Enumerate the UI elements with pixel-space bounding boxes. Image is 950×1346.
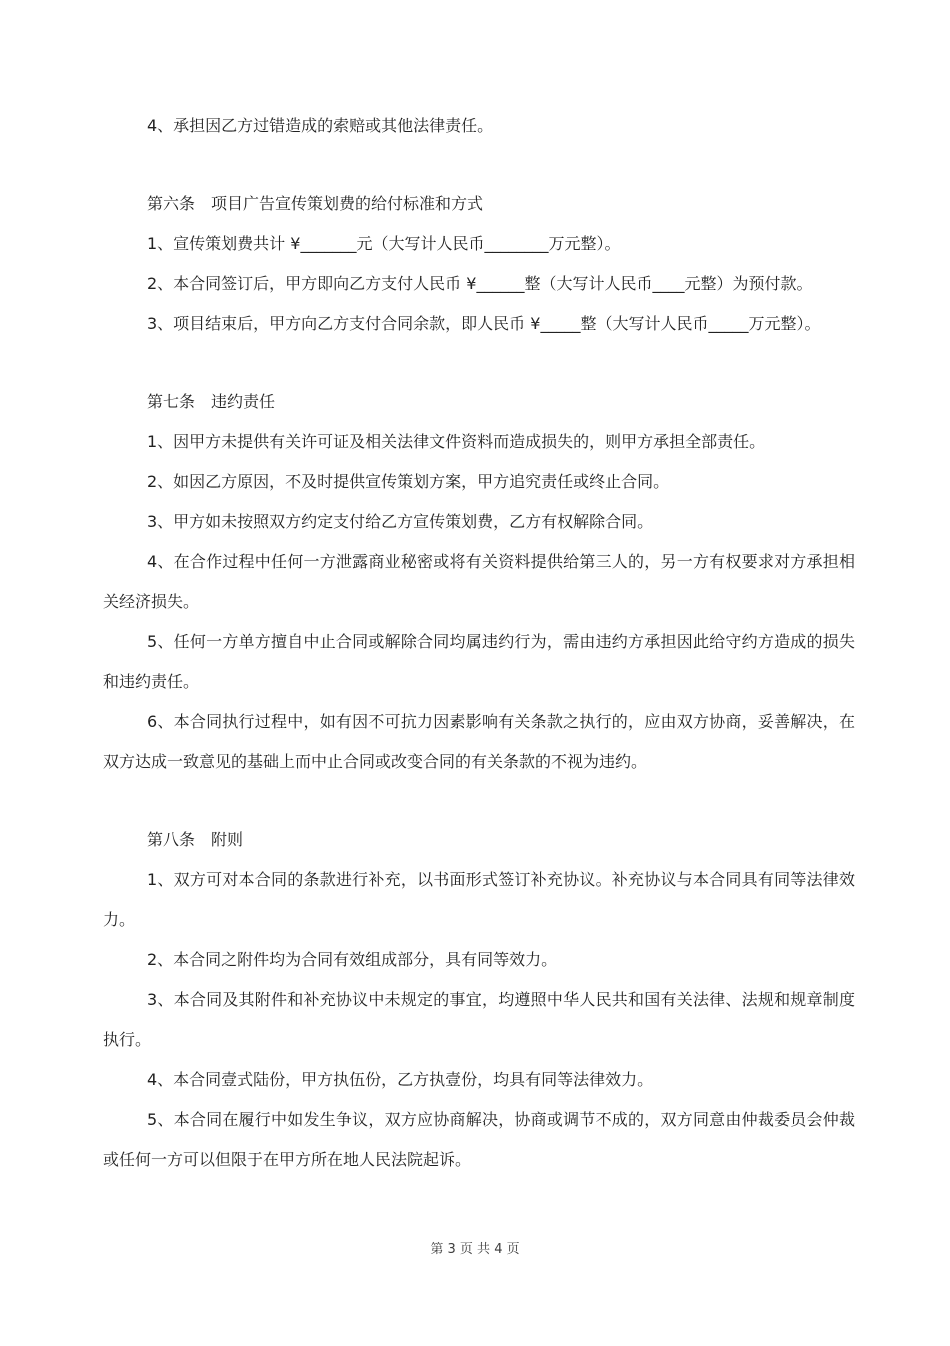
article-8-item-4: 4、本合同壹式陆份，甲方执伍份，乙方执壹份，均具有同等法律效力。 [147,1070,654,1089]
article-8-item-1: 1、双方可对本合同的条款进行补充，以书面形式签订补充协议。补充协议与本合同具有同等法律效力。 [103,870,855,929]
article-8-item-3: 3、本合同及其附件和补充协议中未规定的事宜，均遵照中华人民共和国有关法律、法规和规章制度执行。 [103,990,855,1049]
page-number-footer: 第 3 页 共 4 页 [430,1242,520,1257]
article-7-item-2: 2、如因乙方原因，不及时提供宣传策划方案，甲方追究责任或终止合同。 [147,472,670,491]
prev-article-item-4: 4、承担因乙方过错造成的索赔或其他法律责任。 [147,116,494,135]
article-8-heading: 第八条 附则 [147,830,244,849]
article-6-item-3: 3、项目结束后，甲方向乙方支付合同余款，即人民币 ¥_____整（大写计人民币_____万元整）。 [147,314,821,333]
article-7-item-5: 5、任何一方单方擅自中止合同或解除合同均属违约行为，需由违约方承担因此给守约方造成的损失和违约责任。 [103,632,855,691]
article-8-item-2: 2、本合同之附件均为合同有效组成部分，具有同等效力。 [147,950,558,969]
article-7-item-3: 3、甲方如未按照双方约定支付给乙方宣传策划费，乙方有权解除合同。 [147,512,654,531]
article-6-item-1: 1、宣传策划费共计 ¥_______元（大写计人民币________万元整）。 [147,234,621,253]
article-7-item-1: 1、因甲方未提供有关许可证及相关法律文件资料而造成损失的，则甲方承担全部责任。 [147,432,766,451]
article-8-item-5: 5、本合同在履行中如发生争议，双方应协商解决，协商或调节不成的，双方同意由仲裁委员会仲裁或任何一方可以但限于在甲方所在地人民法院起诉。 [103,1110,855,1169]
article-6-item-2: 2、本合同签订后，甲方即向乙方支付人民币 ¥______整（大写计人民币____元整）为预付款。 [147,274,813,293]
article-7-item-6: 6、本合同执行过程中，如有因不可抗力因素影响有关条款之执行的，应由双方协商，妥善解决，在双方达成一致意见的基础上而中止合同或改变合同的有关条款的不视为违约。 [103,712,855,771]
article-6-heading: 第六条 项目广告宣传策划费的给付标准和方式 [147,194,484,213]
article-7-item-4: 4、在合作过程中任何一方泄露商业秘密或将有关资料提供给第三人的，另一方有权要求对方承担相关经济损失。 [103,552,855,611]
article-7-heading: 第七条 违约责任 [147,392,276,411]
